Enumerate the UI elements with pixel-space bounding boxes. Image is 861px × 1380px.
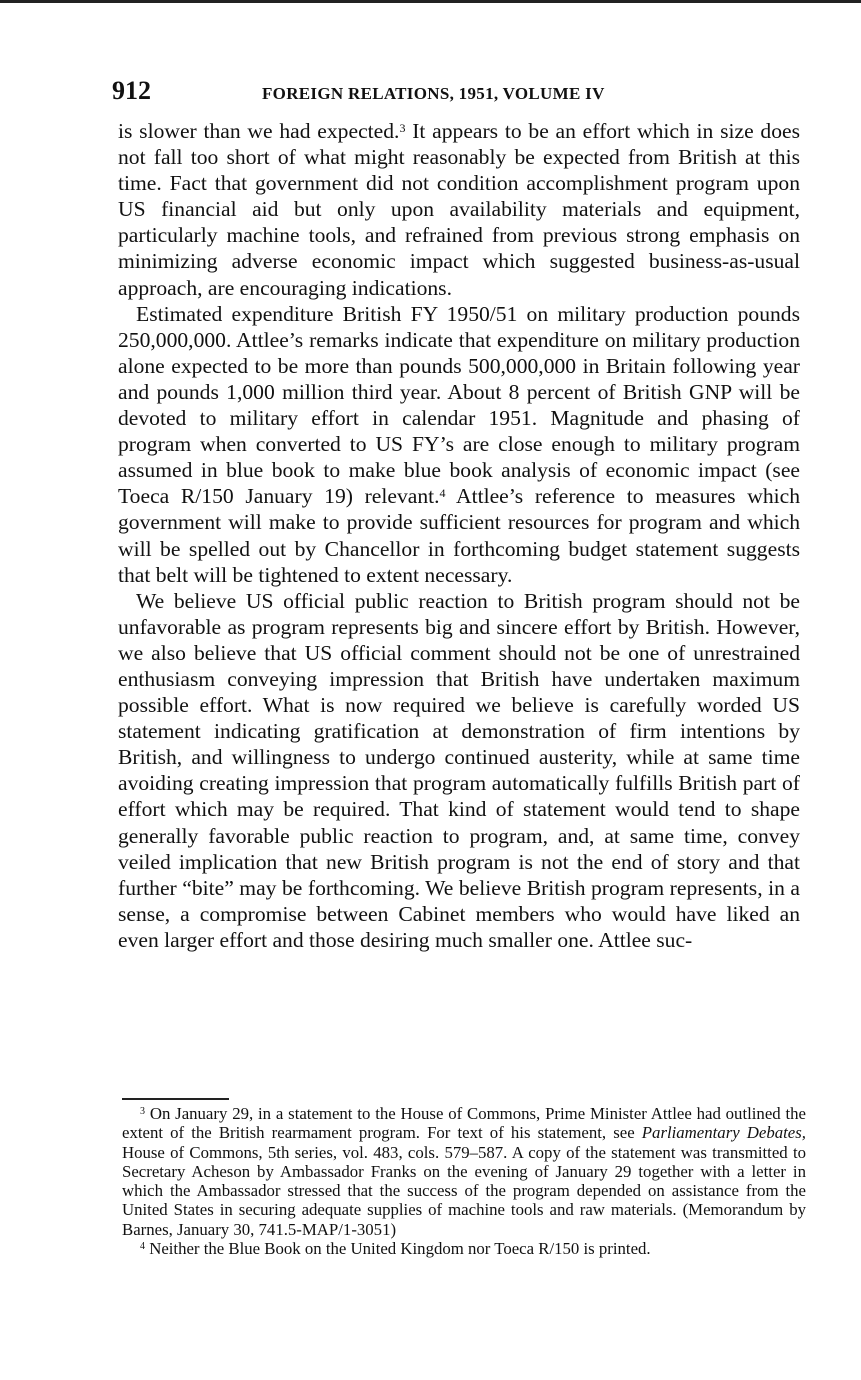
- paragraph-2-text-b: Attlee’s reference to measures which government will make to provide sufficient resources for program and which will be spelled out by Chancellor in forthcoming budget statement suggests that belt will be tightened to extent necessary.: [118, 484, 800, 587]
- footnote-4-text: Neither the Blue Book on the United Kingdom nor Toeca R/150 is printed.: [145, 1239, 651, 1259]
- footnote-3: [122, 1104, 806, 1239]
- top-border-rule: [0, 0, 861, 3]
- paragraph-2-text-a: Estimated expenditure British FY 1950/51 on military production pounds 250,000,000. Attlee’s remarks indicate that expenditure on military production alone expected to be more than pounds 500,000,000 in Britain following year and pounds 1,000 million third year. About 8 percent of British GNP will be devoted to military effort in calendar 1951. Magnitude and phasing of program when converted to US FY’s are close enough to military program assumed in blue book to make blue book analysis of economic impact (see Toeca R/150 January 19) relevant.: [118, 301, 800, 509]
- footnote-3-citation-title: Parliamentary Debates,: [641, 1123, 806, 1143]
- footnote-3-text-a: On January 29, in a statement to the House of Commons, Prime Minister Attlee had outlined the extent of the British rearmament program. For text of his statement, see: [122, 1104, 806, 1143]
- footnote-4-mark: 4: [140, 1241, 145, 1253]
- paragraph-1-text-b: It appears to be an effort which in size does not fall too short of what might reasonably be expected from British at this time. Fact that government did not condition accomplishment program upon US financial aid but only upon availability materials and equipment, particularly machine tools, and refrained from previous strong emphasis on minimizing adverse economic impact which suggested business-as-usual approach, are encouraging indications.: [118, 119, 801, 300]
- footnote-ref-3[interactable]: 3: [399, 121, 406, 135]
- paragraph-1: [118, 118, 800, 301]
- paragraph-3: We believe US official public reaction to British program should not be unfavorable as program represents big and sincere effort by British. However, we also believe that US official comment should not be one of unrestrained enthusiasm conveying impression that British have undertaken maximum possible effort. What is now required we believe is carefully worded US statement indicating gratification at demonstration of firm intentions by British, and willingness to undergo continued austerity, while at same time avoiding creating impression that program automatically fulfills British part of effort which may be required. That kind of statement would tend to shape generally favorable public reaction to program, and, at same time, convey veiled implication that new British program is not the end of story and that further “bite” may be forthcoming. We believe British program represents, in a sense, a compromise between Cabinet members who would have liked an even larger effort and those desiring much smaller one. Attlee suc-: [118, 588, 800, 952]
- main-text: [118, 118, 800, 953]
- footnote-3-text-b: House of Commons, 5th series, vol. 483, cols. 579–587. A copy of the statement was transmitted to Secretary Acheson by Ambassador Franks on the evening of January 29 together with a letter in which the Ambassador stressed that the success of the program depended on assistance from the United States in securing adequate supplies of machine tools and raw materials. (Memorandum by Barnes, January 30, 741.5-MAP/1-3051): [122, 1142, 806, 1239]
- page-number: 912: [112, 76, 151, 105]
- footnote-4: [122, 1239, 806, 1258]
- paragraph-2: [118, 301, 800, 588]
- footnote-divider: [122, 1098, 229, 1100]
- paragraph-1-text-a: is slower than we had expected.: [118, 119, 400, 143]
- running-head: FOREIGN RELATIONS, 1951, VOLUME IV: [262, 84, 605, 103]
- footnote-ref-4[interactable]: 4: [439, 486, 446, 501]
- footnotes: [122, 1104, 806, 1258]
- footnote-3-mark: 3: [140, 1106, 145, 1117]
